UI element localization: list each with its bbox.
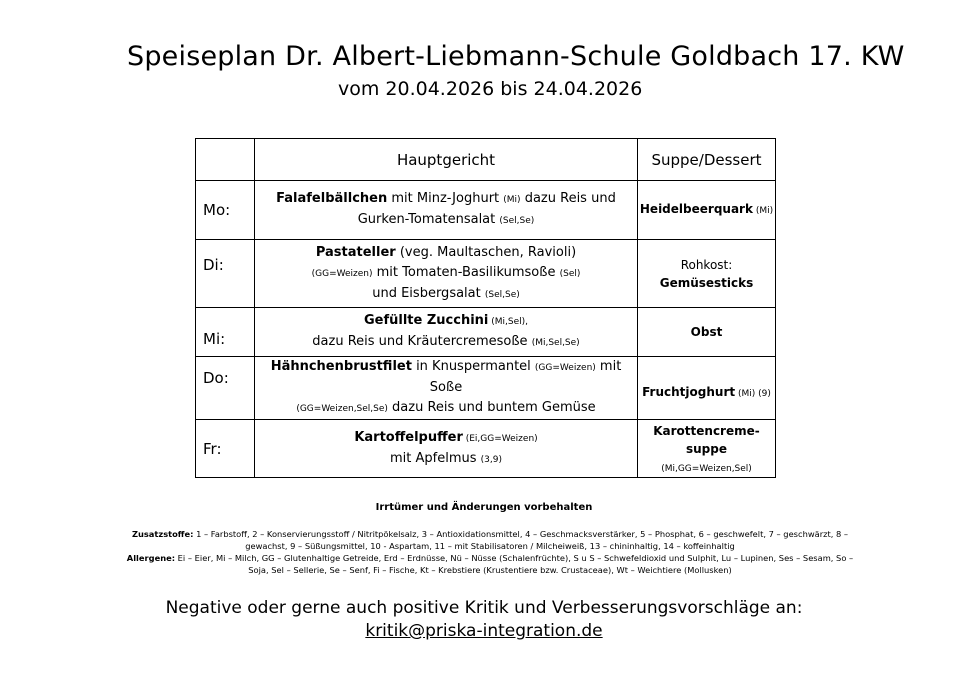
day-label: Do: <box>196 357 255 420</box>
allergen-code: (Mi,Sel,Se) <box>531 338 580 348</box>
dish-text: dazu Reis und Kräutercremesoße <box>312 334 532 349</box>
table-row-wednesday <box>196 308 776 357</box>
day-label: Di: <box>196 240 255 308</box>
main-dish-friday <box>255 420 638 478</box>
allergen-code: (Sel,Se) <box>499 216 535 226</box>
side-dish-thursday <box>638 357 776 420</box>
allergen-code: (Mi,GG=Weizen,Sel) <box>661 463 752 474</box>
dessert-name: Heidelbeerquark <box>639 202 753 216</box>
header-main-course: Hauptgericht <box>255 139 638 181</box>
table-row-thursday <box>196 357 776 420</box>
dessert-name: Fruchtjoghurt <box>642 385 736 399</box>
side-label: Rohkost: <box>680 257 733 272</box>
header-empty-cell <box>196 139 255 181</box>
feedback-text: Negative oder gerne auch positive Kritik und Verbesserungsvorschläge an: <box>165 598 803 618</box>
dessert-name: Karottencreme- <box>653 423 760 438</box>
dish-text: Gurken-Tomatensalat <box>357 212 500 227</box>
allergen-code: (Mi) (9) <box>735 389 771 399</box>
table-header-row <box>196 139 776 181</box>
dish-name: Falafelbällchen <box>276 191 388 206</box>
date-range: vom 20.04.2026 bis 24.04.2026 <box>338 78 643 100</box>
allergen-code: (Sel,Se) <box>484 289 520 300</box>
dish-text: mit Tomaten-Basilikumsoße <box>372 264 560 280</box>
allergens-text: Ei – Eier, Mi – Milch, GG – Glutenhaltige Getreide, Erd – Erdnüsse, Nü – Nüsse (Schalenfrüchte), S u S – Schwefeldioxid und Sulphit, Lu – Lupinen, Ses – Sesam, So – Soja, Sel – Sellerie, Se – Senf, Fi – Fische, Kt – Krebstiere (Krustentiere bzw. Crustaceae), Wt – Weichtiere (Mollusken) <box>175 553 854 575</box>
dish-text: dazu Reis und buntem Gemüse <box>387 400 596 415</box>
main-dish-thursday <box>255 357 638 420</box>
feedback-email-link[interactable]: kritik@priska-integration.de <box>365 621 603 641</box>
day-label: Fr: <box>196 420 255 478</box>
allergens-label: Allergene: <box>126 553 176 563</box>
table-row-friday <box>196 420 776 478</box>
main-dish-wednesday <box>255 308 638 357</box>
dessert-name: Obst <box>690 325 723 339</box>
dish-name: Pastateller <box>315 244 396 260</box>
dessert-name: suppe <box>685 441 727 456</box>
additives-allergens-legend <box>120 528 860 576</box>
allergen-code: (Mi) <box>503 195 521 205</box>
allergen-code: (Mi,Sel), <box>488 317 528 327</box>
feedback-section <box>0 597 968 643</box>
allergen-code: (GG=Weizen) <box>311 268 373 279</box>
dessert-name: Gemüsesticks <box>659 275 754 290</box>
allergen-code: (Sel) <box>559 268 581 279</box>
dish-text: in Knuspermantel <box>411 359 535 374</box>
page-title: Speiseplan Dr. Albert-Liebmann-Schule Goldbach 17. KW <box>127 41 905 72</box>
allergen-code: (Mi) <box>752 206 774 216</box>
dish-text: (veg. Maultaschen, Ravioli) <box>395 244 577 260</box>
table-row-monday <box>196 181 776 240</box>
header-soup-dessert: Suppe/Dessert <box>638 139 776 181</box>
dish-text: dazu Reis und <box>520 191 616 206</box>
day-label: Mo: <box>196 181 255 240</box>
disclaimer-note: Irrtümer und Änderungen vorbehalten <box>375 502 593 513</box>
menu-table <box>195 138 776 478</box>
day-label: Mi: <box>196 308 255 357</box>
allergen-code: (GG=Weizen,Sel,Se) <box>296 404 388 414</box>
table-row-tuesday <box>196 240 776 308</box>
additives-label: Zusatzstoffe: <box>131 529 194 539</box>
side-dish-tuesday <box>638 240 776 308</box>
side-dish-wednesday <box>638 308 776 357</box>
additives-text: 1 – Farbstoff, 2 – Konservierungsstoff / Nitritpökelsalz, 3 – Antioxidationsmittel, 4 – Geschmacksverstärker, 5 – Phosphat, 6 – geschwefelt, 7 – geschwärzt, 8 – gewachst, 9 – Süßungsmittel, 10 - Aspartam, 11 – mit Stabilisatoren / Milcheiweiß, 13 – chininhaltig, 14 – koffeinhaltig <box>193 529 849 551</box>
dish-text: mit Soße <box>429 359 622 395</box>
allergen-code: (3,9) <box>480 454 502 465</box>
side-dish-monday <box>638 181 776 240</box>
dish-name: Kartoffelpuffer <box>354 429 463 445</box>
dish-name: Gefüllte Zucchini <box>363 313 489 328</box>
allergen-code: (Ei,GG=Weizen) <box>462 433 538 444</box>
dish-text: mit Minz-Joghurt <box>387 191 504 206</box>
dish-text: mit Apfelmus <box>390 450 481 466</box>
dish-text: und Eisbergsalat <box>372 285 485 301</box>
allergen-code: (GG=Weizen) <box>534 363 596 373</box>
dish-name: Hähnchenbrustfilet <box>270 359 412 374</box>
side-dish-friday <box>638 420 776 478</box>
main-dish-tuesday <box>255 240 638 308</box>
main-dish-monday <box>255 181 638 240</box>
